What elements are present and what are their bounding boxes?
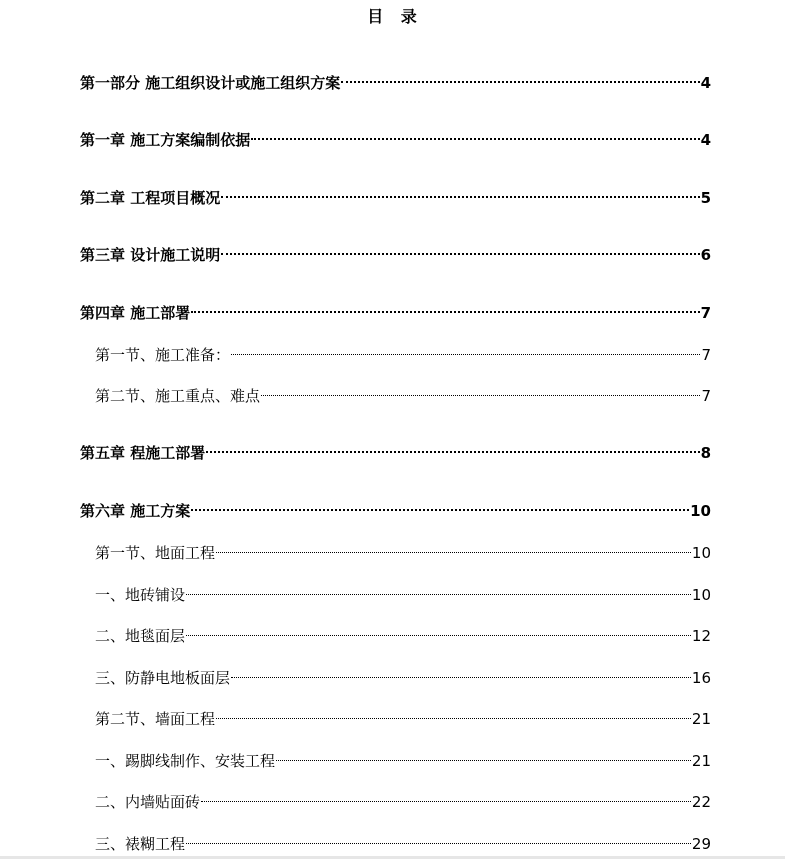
dot-leader [231,354,700,355]
toc-entry[interactable] [95,385,711,407]
toc-entry[interactable] [80,244,711,266]
dot-leader [221,253,699,255]
dot-leader [206,451,699,453]
dot-leader [186,843,691,844]
toc-entry[interactable] [80,302,711,324]
toc-entry[interactable] [80,442,711,464]
dot-leader [276,760,691,761]
toc-entry-page: 12 [691,627,711,645]
toc-entry-page: 4 [700,74,711,92]
dot-leader [191,311,699,313]
dot-leader [201,801,691,802]
toc-entry[interactable] [80,500,711,522]
toc-entry[interactable] [80,187,711,209]
toc-entry-label: 第一节、施工准备： [95,346,231,364]
toc-entry-page: 21 [691,752,711,770]
dot-leader [186,594,691,595]
toc-entry-page: 7 [701,346,711,364]
dot-leader [231,677,691,678]
toc-entry-label: 第二节、施工重点、难点 [95,387,261,405]
dot-leader [216,552,691,553]
toc-entry-label: 第六章 施工方案 [80,502,191,520]
toc-entry-label: 第二节、墙面工程 [95,710,216,728]
toc-entry-page: 10 [691,544,711,562]
toc-entry-page: 7 [700,304,711,322]
dot-leader [251,138,699,140]
toc-entry[interactable] [95,542,711,564]
toc-entry-label: 一、地砖铺设 [95,586,186,604]
toc-entry-page: 22 [691,793,711,811]
toc-title: 目 录 [367,7,423,26]
toc-entry-label: 第一章 施工方案编制依据 [80,131,251,149]
toc-entry-page: 7 [701,387,711,405]
toc-entry-page: 5 [700,189,711,207]
toc-entry[interactable] [80,129,711,151]
toc-entry-label: 三、防静电地板面层 [95,669,231,687]
dot-leader [216,718,691,719]
toc-entry-label: 二、内墙贴面砖 [95,793,201,811]
toc-entry-page: 8 [700,444,711,462]
toc-entry[interactable] [95,667,711,689]
toc-entry-label: 第五章 程施工部署 [80,444,206,462]
toc-entry[interactable] [95,584,711,606]
toc-entry[interactable] [95,344,711,366]
toc-entry-label: 第四章 施工部署 [80,304,191,322]
toc-entry-label: 第一节、地面工程 [95,544,216,562]
toc-entry-label: 二、地毯面层 [95,627,186,645]
toc-entry[interactable] [95,833,711,855]
toc-entry-label: 第二章 工程项目概况 [80,189,221,207]
toc-entry-page: 6 [700,246,711,264]
dot-leader [221,196,699,198]
dot-leader [261,395,700,396]
dot-leader [191,509,689,511]
toc-entry[interactable] [80,72,711,94]
toc-entry-page: 10 [691,586,711,604]
toc-entry-page: 4 [700,131,711,149]
toc-entry-page: 10 [690,502,711,520]
toc-entry-page: 29 [691,835,711,853]
toc-entry[interactable] [95,708,711,730]
toc-entry[interactable] [95,625,711,647]
toc-entry-page: 16 [691,669,711,687]
toc-entry-label: 第三章 设计施工说明 [80,246,221,264]
dot-leader [186,635,691,636]
toc-entry-page: 21 [691,710,711,728]
dot-leader [341,81,699,83]
toc-entry[interactable] [95,791,711,813]
toc-entry-label: 一、踢脚线制作、安装工程 [95,752,276,770]
toc-entry-label: 第一部分 施工组织设计或施工组织方案 [80,74,341,92]
toc-entry[interactable] [95,750,711,772]
toc-entry-label: 三、裱糊工程 [95,835,186,853]
